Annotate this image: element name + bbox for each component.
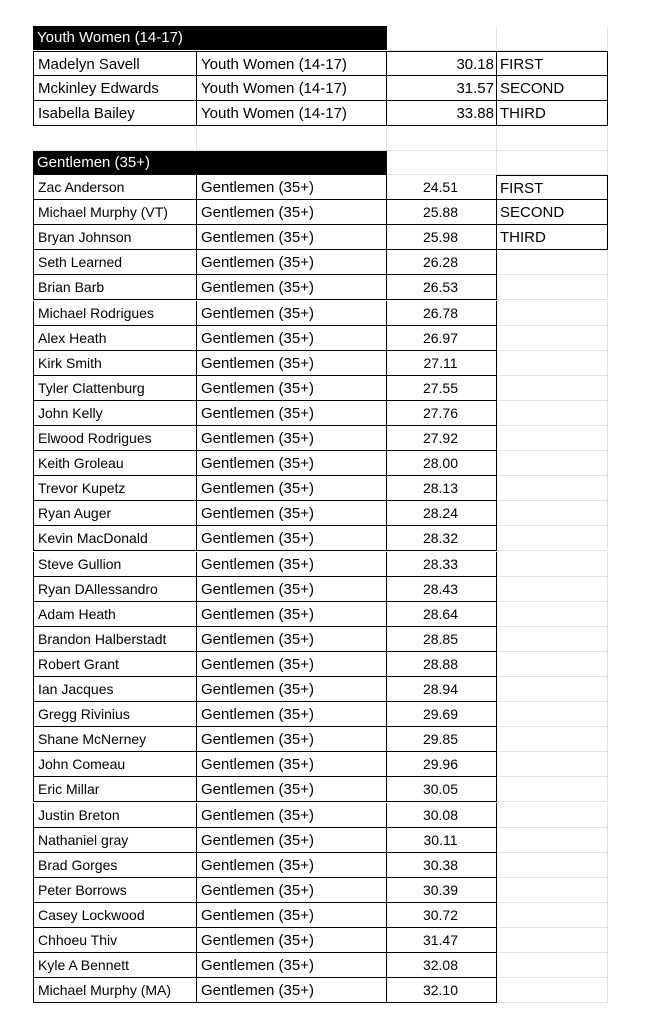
- category-cell[interactable]: Gentlemen (35+): [197, 326, 387, 351]
- time-cell[interactable]: 28.88: [387, 652, 497, 677]
- name-cell[interactable]: Ryan Auger: [33, 501, 197, 526]
- time-cell[interactable]: 31.57: [387, 76, 497, 101]
- name-cell[interactable]: John Comeau: [33, 752, 197, 777]
- time-cell[interactable]: 28.13: [387, 476, 497, 501]
- empty-cell[interactable]: [497, 151, 608, 175]
- table-row: [0, 978, 668, 1003]
- table-row: [0, 803, 668, 828]
- name-cell[interactable]: Shane McNerney: [33, 727, 197, 752]
- time-cell[interactable]: 25.88: [387, 200, 497, 225]
- name-cell[interactable]: Chhoeu Thiv: [33, 928, 197, 953]
- name-cell[interactable]: Tyler Clattenburg: [33, 376, 197, 401]
- name-cell[interactable]: Zac Anderson: [33, 175, 197, 200]
- empty-cell[interactable]: [387, 26, 497, 51]
- empty-cell[interactable]: [497, 326, 608, 351]
- name-cell[interactable]: Michael Rodrigues: [33, 301, 197, 326]
- name-cell[interactable]: Trevor Kupetz: [33, 476, 197, 501]
- time-cell[interactable]: 33.88: [387, 101, 497, 126]
- empty-cell[interactable]: [497, 577, 608, 602]
- category-cell[interactable]: Gentlemen (35+): [197, 777, 387, 802]
- name-cell[interactable]: Robert Grant: [33, 652, 197, 677]
- table-row: [0, 501, 668, 526]
- time-cell[interactable]: 27.55: [387, 376, 497, 401]
- name-cell[interactable]: Ryan DAllessandro: [33, 577, 197, 602]
- empty-cell[interactable]: [497, 978, 608, 1003]
- category-cell[interactable]: Gentlemen (35+): [197, 978, 387, 1003]
- name-cell[interactable]: Elwood Rodrigues: [33, 426, 197, 451]
- table-row: [0, 953, 668, 978]
- table-row: [0, 175, 668, 200]
- table-row: [0, 727, 668, 752]
- time-cell[interactable]: 28.94: [387, 677, 497, 702]
- category-cell[interactable]: Gentlemen (35+): [197, 275, 387, 300]
- name-cell[interactable]: Kevin MacDonald: [33, 526, 197, 551]
- time-cell[interactable]: 27.11: [387, 351, 497, 376]
- table-row: [0, 526, 668, 551]
- time-cell[interactable]: 26.97: [387, 326, 497, 351]
- name-cell[interactable]: Keith Groleau: [33, 451, 197, 476]
- category-cell[interactable]: Gentlemen (35+): [197, 426, 387, 451]
- category-cell[interactable]: Gentlemen (35+): [197, 301, 387, 326]
- time-cell[interactable]: 30.11: [387, 828, 497, 853]
- category-cell[interactable]: Gentlemen (35+): [197, 351, 387, 376]
- empty-cell[interactable]: [497, 903, 608, 928]
- time-cell[interactable]: 28.43: [387, 577, 497, 602]
- gentlemen-header[interactable]: Gentlemen (35+): [33, 151, 387, 175]
- empty-cell[interactable]: [497, 853, 608, 878]
- table-row: [0, 76, 668, 101]
- category-cell[interactable]: Gentlemen (35+): [197, 552, 387, 577]
- empty-cell[interactable]: [497, 301, 608, 326]
- name-cell[interactable]: Michael Murphy (VT): [33, 200, 197, 225]
- category-cell[interactable]: Gentlemen (35+): [197, 627, 387, 652]
- empty-cell[interactable]: [497, 351, 608, 376]
- category-cell[interactable]: Youth Women (14-17): [197, 101, 387, 126]
- category-cell[interactable]: Gentlemen (35+): [197, 175, 387, 200]
- empty-cell[interactable]: [497, 627, 608, 652]
- table-row: [0, 200, 668, 225]
- name-cell[interactable]: Adam Heath: [33, 602, 197, 627]
- name-cell[interactable]: John Kelly: [33, 401, 197, 426]
- empty-cell[interactable]: [497, 526, 608, 551]
- empty-cell[interactable]: [497, 275, 608, 300]
- category-cell[interactable]: Gentlemen (35+): [197, 803, 387, 828]
- table-row: [0, 476, 668, 501]
- time-cell[interactable]: 30.39: [387, 878, 497, 903]
- name-cell[interactable]: Steve Gullion: [33, 552, 197, 577]
- category-cell[interactable]: Gentlemen (35+): [197, 903, 387, 928]
- category-cell[interactable]: Gentlemen (35+): [197, 727, 387, 752]
- empty-cell[interactable]: [497, 878, 608, 903]
- name-cell[interactable]: Justin Breton: [33, 803, 197, 828]
- time-cell[interactable]: 29.96: [387, 752, 497, 777]
- time-cell[interactable]: 30.72: [387, 903, 497, 928]
- category-cell[interactable]: Gentlemen (35+): [197, 677, 387, 702]
- table-row: [0, 828, 668, 853]
- time-cell[interactable]: 26.78: [387, 301, 497, 326]
- place-cell[interactable]: THIRD: [497, 101, 608, 126]
- time-cell[interactable]: 32.10: [387, 978, 497, 1003]
- table-row: [0, 928, 668, 953]
- category-cell[interactable]: Youth Women (14-17): [197, 76, 387, 101]
- table-row: [0, 225, 668, 250]
- name-cell[interactable]: Gregg Rivinius: [33, 702, 197, 727]
- time-cell[interactable]: 30.08: [387, 803, 497, 828]
- time-cell[interactable]: 24.51: [387, 175, 497, 200]
- table-row: [0, 326, 668, 351]
- youth-women-header[interactable]: Youth Women (14-17): [33, 26, 387, 50]
- category-cell[interactable]: Gentlemen (35+): [197, 853, 387, 878]
- empty-cell[interactable]: [497, 552, 608, 577]
- time-cell[interactable]: 28.85: [387, 627, 497, 652]
- category-cell[interactable]: Gentlemen (35+): [197, 376, 387, 401]
- empty-cell[interactable]: [497, 26, 608, 51]
- empty-cell[interactable]: [497, 476, 608, 501]
- table-row: [0, 777, 668, 802]
- youth-women-header-row: [0, 26, 668, 51]
- empty-cell[interactable]: [497, 803, 608, 828]
- category-cell[interactable]: Youth Women (14-17): [197, 51, 387, 76]
- place-cell[interactable]: SECOND: [497, 76, 608, 101]
- time-cell[interactable]: 30.18: [387, 51, 497, 76]
- empty-cell[interactable]: [497, 727, 608, 752]
- name-cell[interactable]: Bryan Johnson: [33, 225, 197, 250]
- table-row: [0, 903, 668, 928]
- category-cell[interactable]: Gentlemen (35+): [197, 752, 387, 777]
- place-cell[interactable]: SECOND: [497, 200, 608, 225]
- blank-row: [0, 127, 668, 151]
- empty-cell[interactable]: [497, 953, 608, 978]
- place-cell[interactable]: FIRST: [497, 51, 608, 76]
- table-row: [0, 101, 668, 126]
- time-cell[interactable]: 29.69: [387, 702, 497, 727]
- table-row: [0, 301, 668, 326]
- name-cell[interactable]: Brian Barb: [33, 275, 197, 300]
- time-cell[interactable]: 30.05: [387, 777, 497, 802]
- empty-cell[interactable]: [497, 777, 608, 802]
- name-cell[interactable]: Brandon Halberstadt: [33, 627, 197, 652]
- empty-cell[interactable]: [497, 401, 608, 426]
- empty-cell[interactable]: [497, 250, 608, 275]
- table-row: [0, 376, 668, 401]
- time-cell[interactable]: 28.00: [387, 451, 497, 476]
- empty-cell[interactable]: [33, 127, 197, 151]
- table-row: [0, 250, 668, 275]
- empty-cell[interactable]: [497, 752, 608, 777]
- category-cell[interactable]: Gentlemen (35+): [197, 200, 387, 225]
- category-cell[interactable]: Gentlemen (35+): [197, 878, 387, 903]
- category-cell[interactable]: Gentlemen (35+): [197, 451, 387, 476]
- empty-cell[interactable]: [497, 652, 608, 677]
- table-row: [0, 401, 668, 426]
- time-cell[interactable]: 28.32: [387, 526, 497, 551]
- name-cell[interactable]: Madelyn Savell: [33, 51, 197, 76]
- table-row: [0, 602, 668, 627]
- empty-cell[interactable]: [497, 828, 608, 853]
- name-cell[interactable]: Ian Jacques: [33, 677, 197, 702]
- table-row: [0, 853, 668, 878]
- place-cell[interactable]: FIRST: [497, 175, 608, 200]
- time-cell[interactable]: 31.47: [387, 928, 497, 953]
- table-row: [0, 351, 668, 376]
- name-cell[interactable]: Peter Borrows: [33, 878, 197, 903]
- name-cell[interactable]: Kyle A Bennett: [33, 953, 197, 978]
- table-row: [0, 652, 668, 677]
- table-row: [0, 752, 668, 777]
- name-cell[interactable]: Casey Lockwood: [33, 903, 197, 928]
- category-cell[interactable]: Gentlemen (35+): [197, 652, 387, 677]
- table-row: [0, 451, 668, 476]
- table-row: [0, 627, 668, 652]
- table-row: [0, 275, 668, 300]
- category-cell[interactable]: Gentlemen (35+): [197, 501, 387, 526]
- category-cell[interactable]: Gentlemen (35+): [197, 828, 387, 853]
- category-cell[interactable]: Gentlemen (35+): [197, 250, 387, 275]
- category-cell[interactable]: Gentlemen (35+): [197, 602, 387, 627]
- name-cell[interactable]: Isabella Bailey: [33, 101, 197, 126]
- name-cell[interactable]: Brad Gorges: [33, 853, 197, 878]
- empty-cell[interactable]: [497, 928, 608, 953]
- time-cell[interactable]: 26.28: [387, 250, 497, 275]
- table-row: [0, 677, 668, 702]
- gentlemen-header-row: [0, 151, 668, 175]
- place-cell[interactable]: THIRD: [497, 225, 608, 250]
- table-row: [0, 577, 668, 602]
- time-cell[interactable]: 25.98: [387, 225, 497, 250]
- empty-cell[interactable]: [497, 602, 608, 627]
- name-cell[interactable]: Kirk Smith: [33, 351, 197, 376]
- empty-cell[interactable]: [497, 702, 608, 727]
- time-cell[interactable]: 28.24: [387, 501, 497, 526]
- name-cell[interactable]: Eric Millar: [33, 777, 197, 802]
- category-cell[interactable]: Gentlemen (35+): [197, 225, 387, 250]
- name-cell[interactable]: Nathaniel gray: [33, 828, 197, 853]
- table-row: [0, 426, 668, 451]
- time-cell[interactable]: 28.33: [387, 552, 497, 577]
- table-row: [0, 702, 668, 727]
- time-cell[interactable]: 29.85: [387, 727, 497, 752]
- empty-cell[interactable]: [497, 451, 608, 476]
- empty-cell[interactable]: [197, 127, 387, 151]
- time-cell[interactable]: 32.08: [387, 953, 497, 978]
- category-cell[interactable]: Gentlemen (35+): [197, 928, 387, 953]
- time-cell[interactable]: 26.53: [387, 275, 497, 300]
- name-cell[interactable]: Alex Heath: [33, 326, 197, 351]
- time-cell[interactable]: 27.76: [387, 401, 497, 426]
- time-cell[interactable]: 27.92: [387, 426, 497, 451]
- table-row: [0, 552, 668, 577]
- empty-cell[interactable]: [497, 376, 608, 401]
- empty-cell[interactable]: [497, 501, 608, 526]
- name-cell[interactable]: Seth Learned: [33, 250, 197, 275]
- category-cell[interactable]: Gentlemen (35+): [197, 476, 387, 501]
- empty-cell[interactable]: [387, 127, 497, 151]
- empty-cell[interactable]: [497, 426, 608, 451]
- category-cell[interactable]: Gentlemen (35+): [197, 526, 387, 551]
- category-cell[interactable]: Gentlemen (35+): [197, 702, 387, 727]
- time-cell[interactable]: 30.38: [387, 853, 497, 878]
- category-cell[interactable]: Gentlemen (35+): [197, 577, 387, 602]
- name-cell[interactable]: Michael Murphy (MA): [33, 978, 197, 1003]
- time-cell[interactable]: 28.64: [387, 602, 497, 627]
- empty-cell[interactable]: [497, 127, 608, 151]
- table-row: [0, 51, 668, 76]
- name-cell[interactable]: Mckinley Edwards: [33, 76, 197, 101]
- category-cell[interactable]: Gentlemen (35+): [197, 401, 387, 426]
- category-cell[interactable]: Gentlemen (35+): [197, 953, 387, 978]
- empty-cell[interactable]: [387, 151, 497, 175]
- table-row: [0, 878, 668, 903]
- empty-cell[interactable]: [497, 677, 608, 702]
